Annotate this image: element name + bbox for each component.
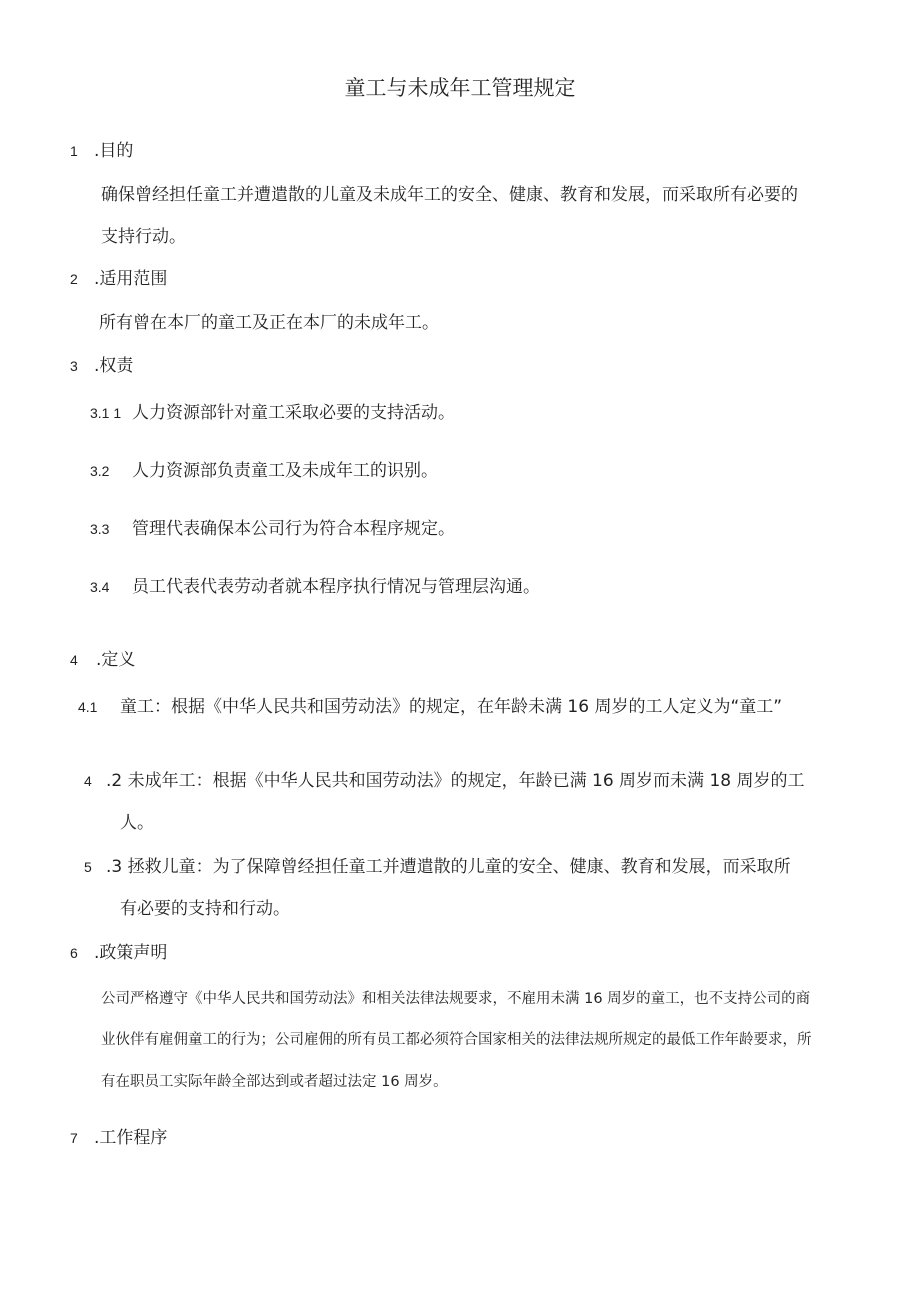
section-2-heading xyxy=(70,264,167,289)
item-number: 3.4 xyxy=(90,579,110,595)
section-label: .定义 xyxy=(96,650,136,670)
section-label: .适用范围 xyxy=(94,269,168,289)
paragraph-line: 公司严格遵守《中华人民共和国劳动法》和相关法律法规要求，不雇用未满 16 周岁的童工，也不支持公司的商 xyxy=(101,991,811,1007)
section-number: 3 xyxy=(70,358,78,374)
section-number: 7 xyxy=(70,1130,78,1146)
definition-child-labor xyxy=(78,692,782,717)
section-6-heading xyxy=(70,938,167,963)
item-number: 5 xyxy=(84,859,92,875)
section-label: .政策声明 xyxy=(94,943,168,963)
section-number: 6 xyxy=(70,945,78,961)
section-number: 1 xyxy=(70,143,78,159)
section-label: .工作程序 xyxy=(94,1128,168,1148)
paragraph-line: 有必要的支持和行动。 xyxy=(120,899,290,919)
item-text: 人力资源部负责童工及未成年工的识别。 xyxy=(132,461,438,481)
section-3-heading xyxy=(70,351,133,376)
item-text: .3 拯救儿童：为了保障曾经担任童工并遭遣散的儿童的安全、健康、教育和发展，而采取所 xyxy=(106,857,791,877)
paragraph-line: 所有曾在本厂的童工及正在本厂的未成年工。 xyxy=(99,313,439,333)
section-label: .权责 xyxy=(94,356,134,376)
section-7-heading xyxy=(70,1123,167,1148)
item-text: 人力资源部针对童工采取必要的支持活动。 xyxy=(132,403,455,423)
item-number: 4 xyxy=(84,773,92,789)
item-text: 童工：根据《中华人民共和国劳动法》的规定，在年龄未满 16 周岁的工人定义为“童工” xyxy=(120,697,783,717)
duty-item xyxy=(90,398,455,423)
paragraph-line: 支持行动。 xyxy=(101,227,186,247)
item-number: 3.3 xyxy=(90,521,110,537)
paragraph-line: 有在职员工实际年龄全部达到或者超过法定 16 周岁。 xyxy=(101,1074,448,1090)
duty-item xyxy=(90,514,455,539)
duty-item xyxy=(90,456,438,481)
item-number: 3.2 xyxy=(90,463,110,479)
definition-child-rescue xyxy=(84,852,791,877)
duty-item xyxy=(90,572,540,597)
section-number: 2 xyxy=(70,271,78,287)
item-number: 4.1 xyxy=(78,699,98,715)
document-title: 童工与未成年工管理规定 xyxy=(344,76,576,100)
section-1-heading xyxy=(70,136,133,161)
item-text: 管理代表确保本公司行为符合本程序规定。 xyxy=(132,519,455,539)
item-text: 员工代表代表劳动者就本程序执行情况与管理层沟通。 xyxy=(132,577,540,597)
paragraph-line: 业伙伴有雇佣童工的行为；公司雇佣的所有员工都必须符合国家相关的法律法规所规定的最低工作年龄要求，所 xyxy=(101,1032,812,1048)
paragraph-line: 确保曾经担任童工并遭遣散的儿童及未成年工的安全、健康、教育和发展，而采取所有必要的 xyxy=(101,185,798,205)
paragraph-line: 人。 xyxy=(120,813,154,833)
item-text: .2 未成年工：根据《中华人民共和国劳动法》的规定，年龄已满 16 周岁而未满 18 周岁的工 xyxy=(106,771,805,791)
definition-minor-worker xyxy=(84,766,805,791)
item-number: 3.1 1 xyxy=(90,405,122,421)
section-4-heading xyxy=(70,645,135,670)
section-label: .目的 xyxy=(94,141,134,161)
section-number: 4 xyxy=(70,652,78,668)
